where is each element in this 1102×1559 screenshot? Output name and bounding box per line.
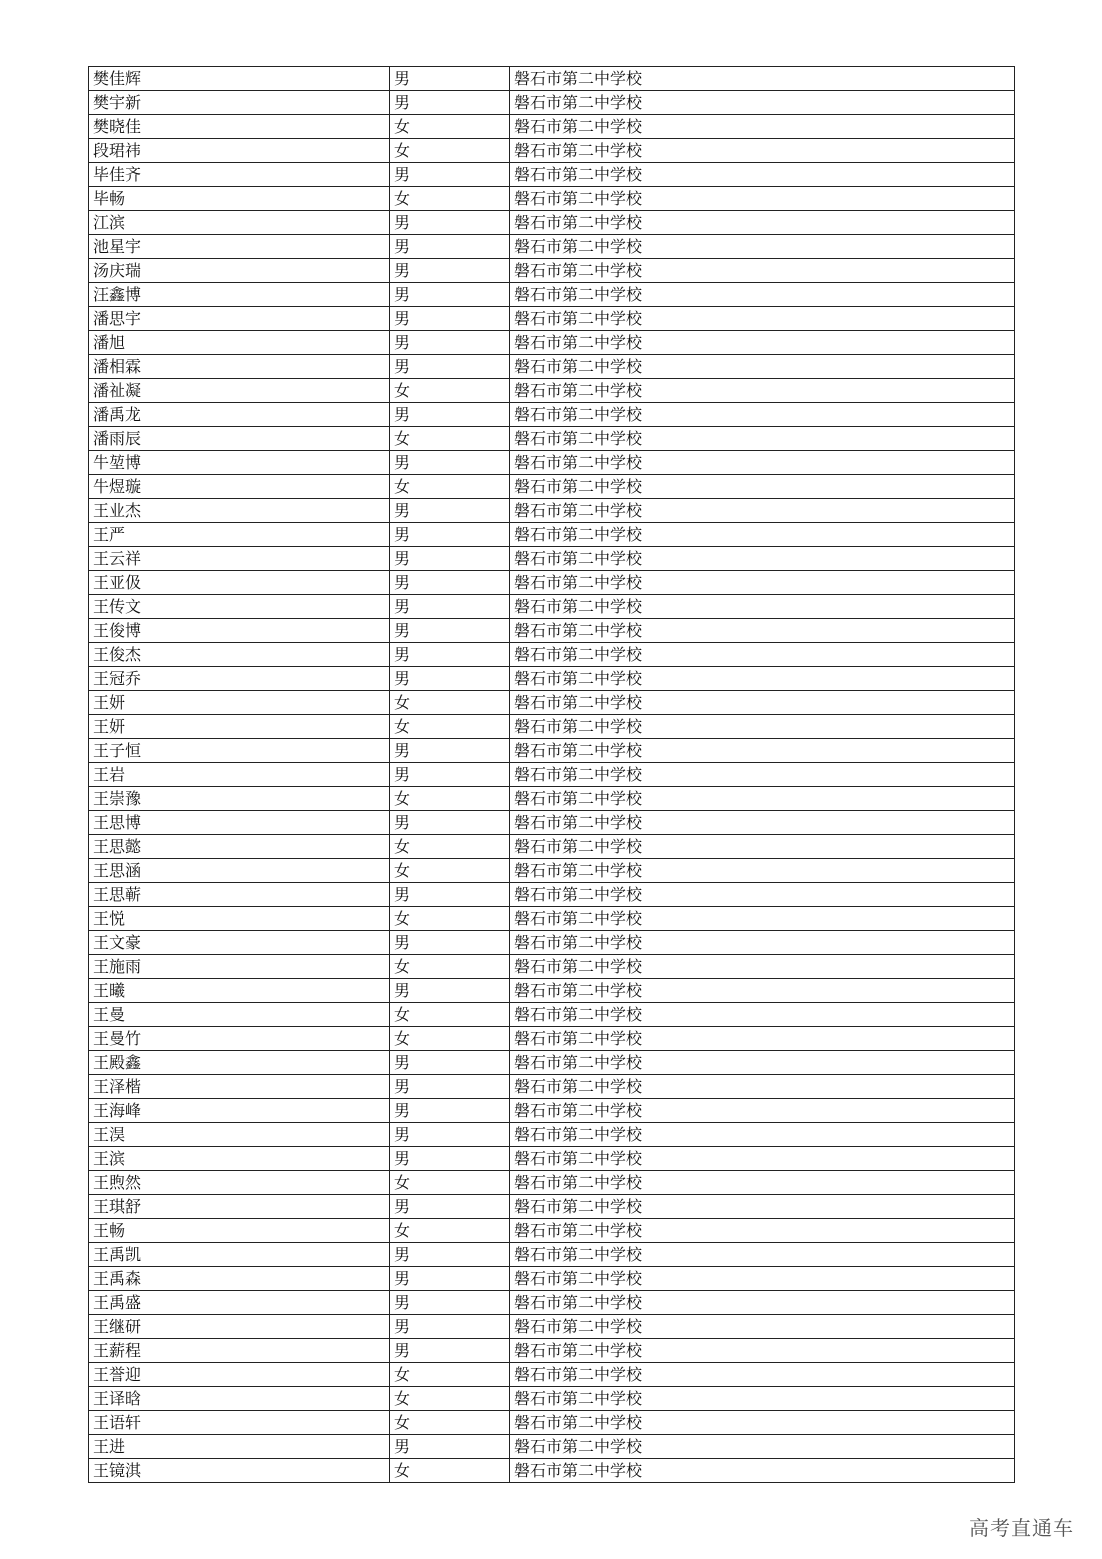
table-row xyxy=(89,1387,1015,1411)
gender-cell: 男 xyxy=(390,811,510,835)
gender-cell: 男 xyxy=(390,259,510,283)
school-cell: 磐石市第二中学校 xyxy=(510,1003,1015,1027)
school-cell: 磐石市第二中学校 xyxy=(510,955,1015,979)
gender-cell: 男 xyxy=(390,667,510,691)
gender-cell: 男 xyxy=(390,91,510,115)
table-row xyxy=(89,907,1015,931)
school-cell: 磐石市第二中学校 xyxy=(510,187,1015,211)
school-cell: 磐石市第二中学校 xyxy=(510,1027,1015,1051)
table-row xyxy=(89,1291,1015,1315)
gender-cell: 男 xyxy=(390,499,510,523)
school-cell: 磐石市第二中学校 xyxy=(510,1291,1015,1315)
name-cell: 王云祥 xyxy=(89,547,390,571)
table-row xyxy=(89,427,1015,451)
table-row xyxy=(89,1459,1015,1483)
school-cell: 磐石市第二中学校 xyxy=(510,211,1015,235)
school-cell: 磐石市第二中学校 xyxy=(510,427,1015,451)
name-cell: 王殿鑫 xyxy=(89,1051,390,1075)
gender-cell: 男 xyxy=(390,523,510,547)
school-cell: 磐石市第二中学校 xyxy=(510,139,1015,163)
gender-cell: 男 xyxy=(390,763,510,787)
school-cell: 磐石市第二中学校 xyxy=(510,859,1015,883)
gender-cell: 男 xyxy=(390,451,510,475)
school-cell: 磐石市第二中学校 xyxy=(510,379,1015,403)
school-cell: 磐石市第二中学校 xyxy=(510,931,1015,955)
table-row xyxy=(89,1435,1015,1459)
school-cell: 磐石市第二中学校 xyxy=(510,691,1015,715)
school-cell: 磐石市第二中学校 xyxy=(510,475,1015,499)
table-row xyxy=(89,763,1015,787)
table-row xyxy=(89,859,1015,883)
gender-cell: 女 xyxy=(390,427,510,451)
name-cell: 王传文 xyxy=(89,595,390,619)
name-cell: 毕畅 xyxy=(89,187,390,211)
gender-cell: 女 xyxy=(390,1027,510,1051)
gender-cell: 男 xyxy=(390,403,510,427)
table-row xyxy=(89,1123,1015,1147)
name-cell: 潘思宇 xyxy=(89,307,390,331)
table-row xyxy=(89,115,1015,139)
table-row xyxy=(89,883,1015,907)
gender-cell: 男 xyxy=(390,571,510,595)
name-cell: 王妍 xyxy=(89,691,390,715)
table-row xyxy=(89,331,1015,355)
table-row xyxy=(89,355,1015,379)
name-cell: 王思涵 xyxy=(89,859,390,883)
school-cell: 磐石市第二中学校 xyxy=(510,979,1015,1003)
name-cell: 王妍 xyxy=(89,715,390,739)
gender-cell: 男 xyxy=(390,1291,510,1315)
gender-cell: 女 xyxy=(390,1363,510,1387)
school-cell: 磐石市第二中学校 xyxy=(510,355,1015,379)
name-cell: 王思懿 xyxy=(89,835,390,859)
gender-cell: 男 xyxy=(390,595,510,619)
table-row xyxy=(89,307,1015,331)
gender-cell: 男 xyxy=(390,67,510,91)
table-row xyxy=(89,1027,1015,1051)
gender-cell: 男 xyxy=(390,283,510,307)
school-cell: 磐石市第二中学校 xyxy=(510,715,1015,739)
table-row xyxy=(89,547,1015,571)
name-cell: 潘旭 xyxy=(89,331,390,355)
watermark-text: 高考直通车 xyxy=(969,1516,1074,1540)
school-cell: 磐石市第二中学校 xyxy=(510,1147,1015,1171)
table-row xyxy=(89,1315,1015,1339)
gender-cell: 男 xyxy=(390,1123,510,1147)
name-cell: 王思博 xyxy=(89,811,390,835)
gender-cell: 男 xyxy=(390,1339,510,1363)
name-cell: 王滨 xyxy=(89,1147,390,1171)
table-row xyxy=(89,691,1015,715)
school-cell: 磐石市第二中学校 xyxy=(510,307,1015,331)
name-cell: 王镜淇 xyxy=(89,1459,390,1483)
table-row xyxy=(89,835,1015,859)
table-row xyxy=(89,475,1015,499)
school-cell: 磐石市第二中学校 xyxy=(510,115,1015,139)
gender-cell: 男 xyxy=(390,931,510,955)
gender-cell: 女 xyxy=(390,1411,510,1435)
name-cell: 樊佳辉 xyxy=(89,67,390,91)
name-cell: 王悦 xyxy=(89,907,390,931)
name-cell: 王俊杰 xyxy=(89,643,390,667)
school-cell: 磐石市第二中学校 xyxy=(510,571,1015,595)
gender-cell: 女 xyxy=(390,691,510,715)
gender-cell: 女 xyxy=(390,139,510,163)
school-cell: 磐石市第二中学校 xyxy=(510,1411,1015,1435)
name-cell: 王薪程 xyxy=(89,1339,390,1363)
name-cell: 王崇豫 xyxy=(89,787,390,811)
gender-cell: 女 xyxy=(390,379,510,403)
name-cell: 王冠乔 xyxy=(89,667,390,691)
gender-cell: 男 xyxy=(390,331,510,355)
table-row xyxy=(89,523,1015,547)
name-cell: 王俊博 xyxy=(89,619,390,643)
school-cell: 磐石市第二中学校 xyxy=(510,883,1015,907)
name-cell: 王畅 xyxy=(89,1219,390,1243)
school-cell: 磐石市第二中学校 xyxy=(510,619,1015,643)
school-cell: 磐石市第二中学校 xyxy=(510,451,1015,475)
gender-cell: 女 xyxy=(390,955,510,979)
school-cell: 磐石市第二中学校 xyxy=(510,1243,1015,1267)
name-cell: 池星宇 xyxy=(89,235,390,259)
roster-body xyxy=(89,67,1015,1483)
school-cell: 磐石市第二中学校 xyxy=(510,811,1015,835)
gender-cell: 女 xyxy=(390,835,510,859)
gender-cell: 男 xyxy=(390,619,510,643)
school-cell: 磐石市第二中学校 xyxy=(510,403,1015,427)
table-row xyxy=(89,379,1015,403)
name-cell: 汪鑫博 xyxy=(89,283,390,307)
table-row xyxy=(89,499,1015,523)
school-cell: 磐石市第二中学校 xyxy=(510,763,1015,787)
school-cell: 磐石市第二中学校 xyxy=(510,1099,1015,1123)
school-cell: 磐石市第二中学校 xyxy=(510,259,1015,283)
school-cell: 磐石市第二中学校 xyxy=(510,739,1015,763)
name-cell: 王语轩 xyxy=(89,1411,390,1435)
school-cell: 磐石市第二中学校 xyxy=(510,331,1015,355)
gender-cell: 男 xyxy=(390,163,510,187)
table-row xyxy=(89,1147,1015,1171)
table-row xyxy=(89,667,1015,691)
name-cell: 王禹森 xyxy=(89,1267,390,1291)
name-cell: 王曦 xyxy=(89,979,390,1003)
table-row xyxy=(89,739,1015,763)
school-cell: 磐石市第二中学校 xyxy=(510,1123,1015,1147)
gender-cell: 男 xyxy=(390,235,510,259)
table-row xyxy=(89,283,1015,307)
name-cell: 王译晗 xyxy=(89,1387,390,1411)
table-row xyxy=(89,235,1015,259)
gender-cell: 男 xyxy=(390,643,510,667)
name-cell: 潘祉凝 xyxy=(89,379,390,403)
gender-cell: 男 xyxy=(390,739,510,763)
name-cell: 牛煜璇 xyxy=(89,475,390,499)
name-cell: 潘相霖 xyxy=(89,355,390,379)
name-cell: 樊宇新 xyxy=(89,91,390,115)
gender-cell: 男 xyxy=(390,307,510,331)
name-cell: 牛堃博 xyxy=(89,451,390,475)
table-row xyxy=(89,187,1015,211)
table-row xyxy=(89,979,1015,1003)
school-cell: 磐石市第二中学校 xyxy=(510,1363,1015,1387)
school-cell: 磐石市第二中学校 xyxy=(510,283,1015,307)
table-row xyxy=(89,1219,1015,1243)
name-cell: 王文豪 xyxy=(89,931,390,955)
name-cell: 毕佳齐 xyxy=(89,163,390,187)
name-cell: 王琪舒 xyxy=(89,1195,390,1219)
school-cell: 磐石市第二中学校 xyxy=(510,91,1015,115)
table-row xyxy=(89,643,1015,667)
table-row xyxy=(89,67,1015,91)
school-cell: 磐石市第二中学校 xyxy=(510,1195,1015,1219)
name-cell: 王施雨 xyxy=(89,955,390,979)
gender-cell: 男 xyxy=(390,1243,510,1267)
table-row xyxy=(89,1411,1015,1435)
name-cell: 王进 xyxy=(89,1435,390,1459)
table-row xyxy=(89,403,1015,427)
table-row xyxy=(89,1267,1015,1291)
table-row xyxy=(89,211,1015,235)
table-row xyxy=(89,1339,1015,1363)
gender-cell: 男 xyxy=(390,1267,510,1291)
gender-cell: 女 xyxy=(390,1219,510,1243)
table-row xyxy=(89,139,1015,163)
table-row xyxy=(89,451,1015,475)
school-cell: 磐石市第二中学校 xyxy=(510,1339,1015,1363)
table-row xyxy=(89,1075,1015,1099)
gender-cell: 女 xyxy=(390,1003,510,1027)
name-cell: 王禹盛 xyxy=(89,1291,390,1315)
gender-cell: 男 xyxy=(390,1075,510,1099)
school-cell: 磐石市第二中学校 xyxy=(510,1075,1015,1099)
gender-cell: 男 xyxy=(390,355,510,379)
name-cell: 王继研 xyxy=(89,1315,390,1339)
table-row xyxy=(89,163,1015,187)
school-cell: 磐石市第二中学校 xyxy=(510,235,1015,259)
gender-cell: 男 xyxy=(390,211,510,235)
table-row xyxy=(89,571,1015,595)
gender-cell: 女 xyxy=(390,715,510,739)
gender-cell: 女 xyxy=(390,475,510,499)
school-cell: 磐石市第二中学校 xyxy=(510,547,1015,571)
name-cell: 王严 xyxy=(89,523,390,547)
table-row xyxy=(89,715,1015,739)
name-cell: 王业杰 xyxy=(89,499,390,523)
name-cell: 王曼竹 xyxy=(89,1027,390,1051)
student-roster-table xyxy=(88,66,1015,1483)
table-row xyxy=(89,1099,1015,1123)
school-cell: 磐石市第二中学校 xyxy=(510,1267,1015,1291)
name-cell: 王誉迎 xyxy=(89,1363,390,1387)
gender-cell: 男 xyxy=(390,1099,510,1123)
school-cell: 磐石市第二中学校 xyxy=(510,1171,1015,1195)
school-cell: 磐石市第二中学校 xyxy=(510,67,1015,91)
name-cell: 段珺祎 xyxy=(89,139,390,163)
gender-cell: 男 xyxy=(390,547,510,571)
school-cell: 磐石市第二中学校 xyxy=(510,499,1015,523)
name-cell: 王泽楷 xyxy=(89,1075,390,1099)
name-cell: 王子恒 xyxy=(89,739,390,763)
table-row xyxy=(89,91,1015,115)
table-row xyxy=(89,1171,1015,1195)
table-row xyxy=(89,595,1015,619)
school-cell: 磐石市第二中学校 xyxy=(510,1315,1015,1339)
school-cell: 磐石市第二中学校 xyxy=(510,907,1015,931)
gender-cell: 男 xyxy=(390,883,510,907)
gender-cell: 女 xyxy=(390,1387,510,1411)
table-row xyxy=(89,787,1015,811)
name-cell: 王煦然 xyxy=(89,1171,390,1195)
table-row xyxy=(89,259,1015,283)
gender-cell: 女 xyxy=(390,907,510,931)
name-cell: 汤庆瑞 xyxy=(89,259,390,283)
school-cell: 磐石市第二中学校 xyxy=(510,595,1015,619)
name-cell: 江滨 xyxy=(89,211,390,235)
table-row xyxy=(89,1243,1015,1267)
school-cell: 磐石市第二中学校 xyxy=(510,1387,1015,1411)
gender-cell: 女 xyxy=(390,187,510,211)
name-cell: 王海峰 xyxy=(89,1099,390,1123)
gender-cell: 女 xyxy=(390,115,510,139)
school-cell: 磐石市第二中学校 xyxy=(510,1435,1015,1459)
gender-cell: 男 xyxy=(390,979,510,1003)
name-cell: 王曼 xyxy=(89,1003,390,1027)
gender-cell: 男 xyxy=(390,1147,510,1171)
school-cell: 磐石市第二中学校 xyxy=(510,643,1015,667)
gender-cell: 男 xyxy=(390,1435,510,1459)
school-cell: 磐石市第二中学校 xyxy=(510,1219,1015,1243)
gender-cell: 女 xyxy=(390,859,510,883)
table-row xyxy=(89,1363,1015,1387)
school-cell: 磐石市第二中学校 xyxy=(510,163,1015,187)
name-cell: 王思蕲 xyxy=(89,883,390,907)
gender-cell: 女 xyxy=(390,1459,510,1483)
table-row xyxy=(89,955,1015,979)
name-cell: 王禹凯 xyxy=(89,1243,390,1267)
name-cell: 王岩 xyxy=(89,763,390,787)
name-cell: 樊晓佳 xyxy=(89,115,390,139)
gender-cell: 女 xyxy=(390,787,510,811)
gender-cell: 男 xyxy=(390,1315,510,1339)
name-cell: 王亚伋 xyxy=(89,571,390,595)
school-cell: 磐石市第二中学校 xyxy=(510,835,1015,859)
name-cell: 潘雨辰 xyxy=(89,427,390,451)
name-cell: 潘禹龙 xyxy=(89,403,390,427)
school-cell: 磐石市第二中学校 xyxy=(510,1051,1015,1075)
school-cell: 磐石市第二中学校 xyxy=(510,1459,1015,1483)
school-cell: 磐石市第二中学校 xyxy=(510,787,1015,811)
gender-cell: 男 xyxy=(390,1051,510,1075)
table-row xyxy=(89,811,1015,835)
name-cell: 王淏 xyxy=(89,1123,390,1147)
table-row xyxy=(89,931,1015,955)
gender-cell: 男 xyxy=(390,1195,510,1219)
table-row xyxy=(89,1195,1015,1219)
school-cell: 磐石市第二中学校 xyxy=(510,523,1015,547)
table-row xyxy=(89,1003,1015,1027)
table-row xyxy=(89,1051,1015,1075)
gender-cell: 女 xyxy=(390,1171,510,1195)
table-row xyxy=(89,619,1015,643)
school-cell: 磐石市第二中学校 xyxy=(510,667,1015,691)
